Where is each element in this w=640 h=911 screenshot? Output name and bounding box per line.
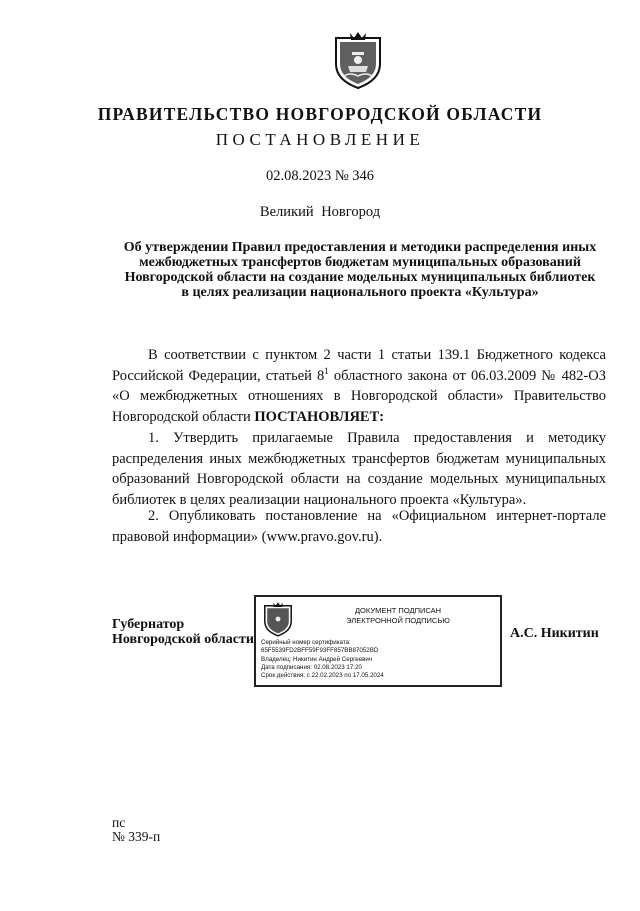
novgorod-coat-of-arms-icon (330, 30, 386, 90)
novgorod-coat-of-arms-icon (261, 601, 295, 637)
signer-role-line: Новгородской области (112, 632, 254, 647)
signer-name: А.С. Никитин (510, 626, 599, 641)
stamp-validity: Срок действия: с 22.02.2023 по 17.05.2024 (261, 672, 384, 680)
document-city: Великий Новгород (259, 204, 381, 220)
stamp-owner: Владелец: Никитин Андрей Сергеевич (261, 655, 373, 663)
signer-role-line: Губернатор (112, 617, 185, 632)
paragraph-preamble (112, 345, 606, 427)
document-date-number: 02.08.2023 № 346 (265, 168, 375, 184)
document-type: ПОСТАНОВЛЕНИЕ (215, 130, 425, 149)
item-1-text: 1. Утвердить прилагаемые Правила предоставления и методику распределения иных межбюджетных трансфертов бюджетам муниципальных образований Новгородской области на создание модельных муниципальных библиотек в целях реализации национального проекта «Культура». (112, 430, 606, 508)
stamp-serial: 65F5539FD2BFF59F93FF857BB87052BD (261, 647, 379, 655)
paragraph-item-1 (112, 428, 606, 510)
article-superscript: 1 (324, 365, 329, 376)
heading-line: Новгородской области на создание модельных муниципальных библиотек (124, 270, 596, 285)
footer-line: № 339-п (112, 829, 161, 844)
item-2-text: 2. Опубликовать постановление на «Официальном интернет-портале правовой информации» (www.pravo.gov.ru). (112, 508, 606, 545)
government-title: ПРАВИТЕЛЬСТВО НОВГОРОДСКОЙ ОБЛАСТИ (97, 104, 543, 124)
stamp-signed-date: Дата подписания: 02.08.2023 17:20 (261, 663, 362, 671)
heading-line: Об утверждении Правил предоставления и методики распределения иных (123, 240, 597, 255)
stamp-serial-label: Серийный номер сертификата: (261, 639, 351, 646)
preamble-text-rest: областного закона от 06.03.2009 № 482-ОЗ «О межбюджетных отношениях в Новгородской области» Правительство Новгородской области (112, 367, 606, 425)
paragraph-item-2 (112, 506, 606, 547)
stamp-title-line: ЭЛЕКТРОННОЙ ПОДПИСЬЮ (346, 616, 450, 625)
stamp-title (298, 606, 498, 626)
stamp-title-line: ДОКУМЕНТ ПОДПИСАН (354, 606, 442, 615)
heading-line: в целях реализации национального проекта «Культура» (181, 285, 539, 300)
stamp-details (261, 639, 384, 680)
electronic-signature-stamp (254, 595, 502, 687)
preamble-text: В соответствии с пунктом 2 части 1 статьи 139.1 Бюджетного кодекса Российской Федерации, статьей 8 (112, 347, 606, 384)
document-heading (105, 240, 615, 300)
signer-role (112, 617, 254, 647)
footer-reference (112, 816, 160, 844)
footer-line: пс (112, 815, 126, 830)
decree-keyword: ПОСТАНОВЛЯЕТ: (250, 408, 385, 425)
heading-line: межбюджетных трансфертов бюджетам муниципальных образований (139, 255, 581, 270)
